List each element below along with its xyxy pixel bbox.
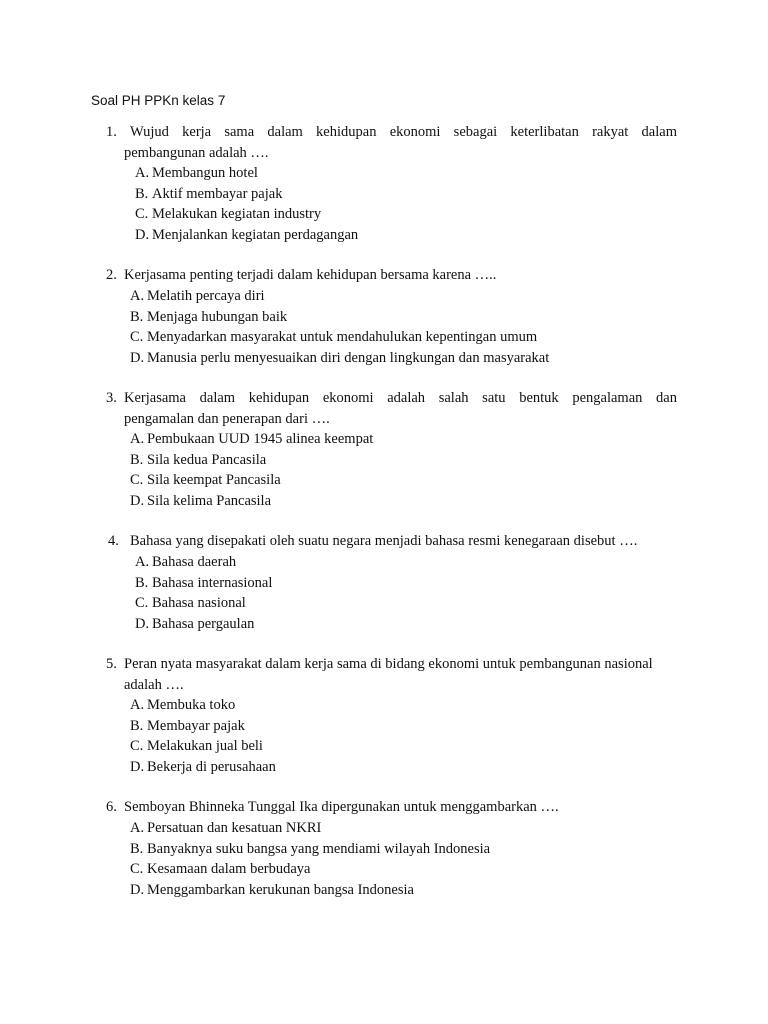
option-text: Manusia perlu menyesuaikan diri dengan lingkungan dan masyarakat (147, 349, 550, 366)
option-text: Pembukaan UUD 1945 alinea keempat (147, 431, 374, 447)
option-d (130, 880, 414, 901)
option-d (135, 614, 254, 635)
option-letter: D. (135, 615, 150, 632)
option-letter: B. (130, 308, 144, 325)
option-letter: D. (130, 492, 145, 509)
option-letter: A. (130, 288, 145, 304)
question-text (124, 265, 677, 286)
option-text: Kesamaan dalam berbudaya (147, 861, 311, 877)
option-text: Melakukan kegiatan industry (152, 206, 322, 222)
option-a (135, 163, 258, 184)
question-text (124, 797, 677, 818)
option-letter: D. (130, 349, 145, 366)
option-letter: D. (130, 758, 145, 775)
option-b (130, 307, 287, 328)
option-a (130, 286, 265, 307)
option-letter: B. (130, 717, 144, 734)
option-text: Bekerja di perusahaan (147, 758, 276, 775)
question-line: pengamalan dan penerapan dari …. (124, 410, 330, 427)
option-text: Melakukan jual beli (147, 738, 263, 754)
option-b (135, 184, 282, 205)
option-b (135, 573, 272, 594)
option-b (130, 716, 245, 737)
question-number: 4. (108, 533, 119, 549)
option-letter: B. (130, 451, 144, 468)
option-letter: B. (135, 185, 149, 202)
option-letter: C. (130, 472, 144, 488)
option-d (130, 757, 276, 778)
question-line: Wujud kerja sama dalam kehidupan ekonomi sebagai keterlibatan rakyat dalam (130, 124, 677, 140)
option-text: Persatuan dan kesatuan NKRI (147, 820, 322, 836)
question-text (124, 654, 677, 695)
option-letter: D. (130, 881, 145, 898)
option-letter: A. (130, 697, 145, 713)
option-letter: A. (135, 554, 150, 570)
question-number: 6. (106, 799, 117, 815)
option-letter: A. (135, 165, 150, 181)
option-letter: D. (135, 226, 150, 243)
question-number: 3. (106, 390, 117, 406)
option-d (130, 348, 549, 369)
option-letter: A. (130, 431, 145, 447)
option-letter: A. (130, 820, 145, 836)
option-text: Menggambarkan kerukunan bangsa Indonesia (147, 881, 414, 898)
question-text (130, 531, 683, 552)
question-line: Kerjasama penting terjadi dalam kehidupan bersama karena ….. (124, 267, 497, 283)
option-text: Aktif membayar pajak (152, 185, 283, 202)
option-text: Bahasa internasional (152, 574, 273, 591)
question-line: adalah …. (124, 676, 184, 693)
question-text (124, 388, 677, 429)
option-c (135, 204, 321, 225)
question-line: Kerjasama dalam kehidupan ekonomi adalah salah satu bentuk pengalaman dan (124, 390, 677, 406)
option-text: Bahasa nasional (152, 595, 246, 611)
option-text: Menjaga hubungan baik (147, 308, 288, 325)
option-d (135, 225, 358, 246)
option-text: Membangun hotel (152, 165, 258, 181)
option-d (130, 491, 271, 512)
question-number: 5. (106, 656, 117, 672)
option-text: Sila kedua Pancasila (147, 451, 267, 468)
option-letter: C. (135, 206, 149, 222)
option-text: Bahasa daerah (152, 554, 237, 570)
option-c (130, 736, 263, 757)
question-line: Peran nyata masyarakat dalam kerja sama di bidang ekonomi untuk pembangunan nasional (124, 656, 653, 672)
question-line: pembangunan adalah …. (124, 144, 269, 161)
option-text: Membayar pajak (147, 717, 245, 734)
option-a (130, 429, 373, 450)
option-a (135, 552, 236, 573)
option-text: Melatih percaya diri (147, 288, 265, 304)
option-b (130, 450, 266, 471)
option-letter: B. (135, 574, 149, 591)
option-text: Banyaknya suku bangsa yang mendiami wilayah Indonesia (147, 840, 491, 857)
question-number: 1. (106, 124, 117, 140)
option-a (130, 818, 321, 839)
option-c (135, 593, 246, 614)
question-line: Semboyan Bhinneka Tunggal Ika dipergunakan untuk menggambarkan …. (124, 799, 559, 815)
option-letter: C. (130, 738, 144, 754)
option-text: Menjalankan kegiatan perdagangan (152, 226, 359, 243)
option-c (130, 327, 537, 348)
question-line: Bahasa yang disepakati oleh suatu negara menjadi bahasa resmi kenegaraan disebut …. (130, 533, 638, 549)
option-text: Bahasa pergaulan (152, 615, 255, 632)
option-text: Sila kelima Pancasila (147, 492, 272, 509)
option-text: Membuka toko (147, 697, 236, 713)
option-b (130, 839, 490, 860)
question-number: 2. (106, 267, 117, 283)
option-letter: C. (135, 595, 149, 611)
document-title: Soal PH PPKn kelas 7 (91, 93, 226, 108)
option-letter: B. (130, 840, 144, 857)
option-c (130, 470, 281, 491)
option-a (130, 695, 235, 716)
option-letter: C. (130, 329, 144, 345)
option-letter: C. (130, 861, 144, 877)
question-text (124, 122, 677, 163)
option-c (130, 859, 310, 880)
option-text: Sila keempat Pancasila (147, 472, 281, 488)
option-text: Menyadarkan masyarakat untuk mendahulukan kepentingan umum (147, 329, 538, 345)
